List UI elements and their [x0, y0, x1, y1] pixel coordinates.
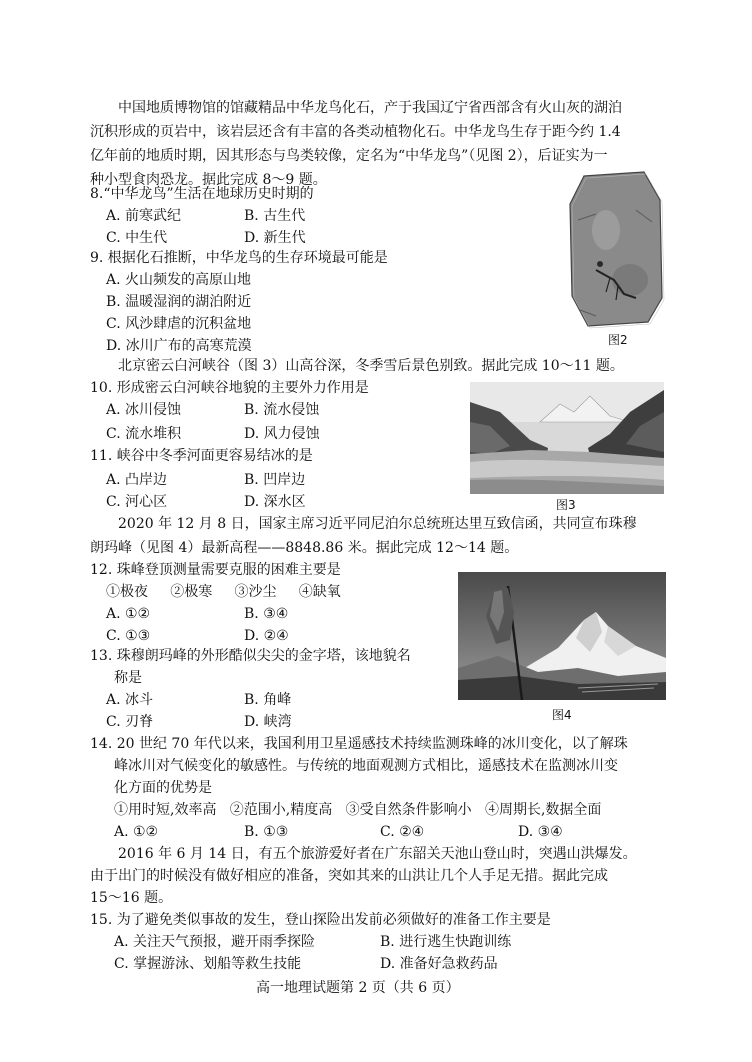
- option-b: B. 流水侵蚀: [244, 402, 320, 418]
- option-a: A. 冰川侵蚀: [106, 402, 182, 418]
- figure-caption: 图3: [556, 498, 576, 512]
- everest-photo: [458, 572, 666, 700]
- option-c: C. 刃脊: [106, 714, 154, 730]
- passage-line: 沉积形成的页岩中，该岩层还含有丰富的各类动植物化石。中华龙鸟生存于距今约 1.4: [90, 124, 621, 140]
- question-stem: 8.“中华龙鸟”生活在地球历史时期的: [90, 186, 314, 202]
- passage-line: 朗玛峰（见图 4）最新高程——8848.86 米。据此完成 12～14 题。: [90, 540, 519, 556]
- option-d: D. 峡湾: [244, 714, 292, 730]
- question-stem: 11. 峡谷中冬季河面更容易结冰的是: [90, 448, 313, 464]
- canyon-photo: [470, 382, 664, 494]
- question-stem: 峰冰川对气候变化的敏感性。与传统的地面观测方式相比，遥感技术在监测冰川变: [114, 758, 618, 774]
- question-stem: 15. 为了避免类似事故的发生，登山探险出发前必须做好的准备工作主要是: [90, 912, 551, 928]
- option-d: D. ③④: [518, 824, 563, 840]
- question-stem: 12. 珠峰登顶测量需要克服的困难主要是: [90, 562, 341, 578]
- option-c: C. ②④: [380, 824, 425, 840]
- page-footer: 高一地理试题第 2 页（共 6 页）: [256, 980, 460, 996]
- passage-line: 亿年前的地质时期，因其形态与鸟类较像，定名为“中华龙鸟”（见图 2），后证实为一: [90, 148, 608, 164]
- passage-line: 15～16 题。: [90, 890, 173, 906]
- question-stem: 10. 形成密云白河峡谷地貌的主要外力作用是: [90, 380, 369, 396]
- option-d: D. 新生代: [244, 230, 306, 246]
- option-a: A. ①②: [114, 824, 159, 840]
- passage-line: 2020 年 12 月 8 日，国家主席习近平同尼泊尔总统班达里互致信函，共同宣布珠穆: [118, 516, 637, 532]
- option-a: A. 凸岸边: [106, 472, 168, 488]
- passage-canyon: 北京密云白河峡谷（图 3）山高谷深，冬季雪后景色别致。据此完成 10～11 题。: [118, 358, 624, 374]
- option-b: B. ③④: [244, 606, 289, 622]
- option-c: C. ①③: [106, 628, 151, 644]
- option-c: C. 掌握游泳、划船等救生技能: [114, 956, 302, 972]
- option-b: B. ①③: [244, 824, 289, 840]
- question-items: ①用时短,效率高 ②范围小,精度高 ③受自然条件影响小 ④周期长,数据全面: [114, 802, 602, 818]
- option-b: B. 温暖湿润的湖泊附近: [106, 294, 252, 310]
- option-a: A. 火山频发的高原山地: [106, 272, 252, 288]
- option-c: C. 河心区: [106, 494, 168, 510]
- option-d: D. 深水区: [244, 494, 306, 510]
- question-items: ①极夜 ②极寒 ③沙尘 ④缺氧: [106, 584, 341, 600]
- question-stem: 9. 根据化石推断，中华龙鸟的生存环境最可能是: [90, 250, 388, 266]
- option-a: A. 冰斗: [106, 692, 154, 708]
- figure-caption: 图4: [552, 708, 572, 722]
- passage-line: 种小型食肉恐龙。据此完成 8～9 题。: [90, 172, 327, 188]
- passage-line: 由于出门的时候没有做好相应的准备，突如其来的山洪让几个人手足无措。据此完成: [90, 868, 608, 884]
- option-d: D. 冰川广布的高寒荒漠: [106, 338, 252, 354]
- fossil-image: [566, 170, 666, 330]
- option-a: A. ①②: [106, 606, 151, 622]
- figure-caption: 图2: [608, 333, 628, 347]
- passage-line: 中国地质博物馆的馆藏精品中华龙鸟化石，产于我国辽宁省西部含有火山灰的湖泊: [118, 100, 622, 116]
- option-a: A. 关注天气预报，避开雨季探险: [114, 934, 316, 950]
- question-stem: 13. 珠穆朗玛峰的外形酷似尖尖的金字塔，该地貌名: [90, 648, 411, 664]
- option-d: D. 准备好急救药品: [380, 956, 498, 972]
- option-a: A. 前寒武纪: [106, 208, 182, 224]
- option-b: B. 凹岸边: [244, 472, 306, 488]
- question-stem: 化方面的优势是: [114, 780, 212, 796]
- option-c: C. 中生代: [106, 230, 168, 246]
- option-c: C. 风沙肆虐的沉积盆地: [106, 316, 252, 332]
- option-c: C. 流水堆积: [106, 426, 182, 442]
- question-stem: 14. 20 世纪 70 年代以来，我国利用卫星遥感技术持续监测珠峰的冰川变化，以了解珠: [90, 736, 628, 752]
- option-d: D. 风力侵蚀: [244, 426, 320, 442]
- option-b: B. 古生代: [244, 208, 306, 224]
- option-d: D. ②④: [244, 628, 289, 644]
- option-b: B. 进行逃生快跑训练: [380, 934, 512, 950]
- passage-line: 2016 年 6 月 14 日，有五个旅游爱好者在广东韶关天池山登山时，突遇山洪爆发。: [118, 846, 637, 862]
- question-stem: 称是: [114, 670, 142, 686]
- option-b: B. 角峰: [244, 692, 292, 708]
